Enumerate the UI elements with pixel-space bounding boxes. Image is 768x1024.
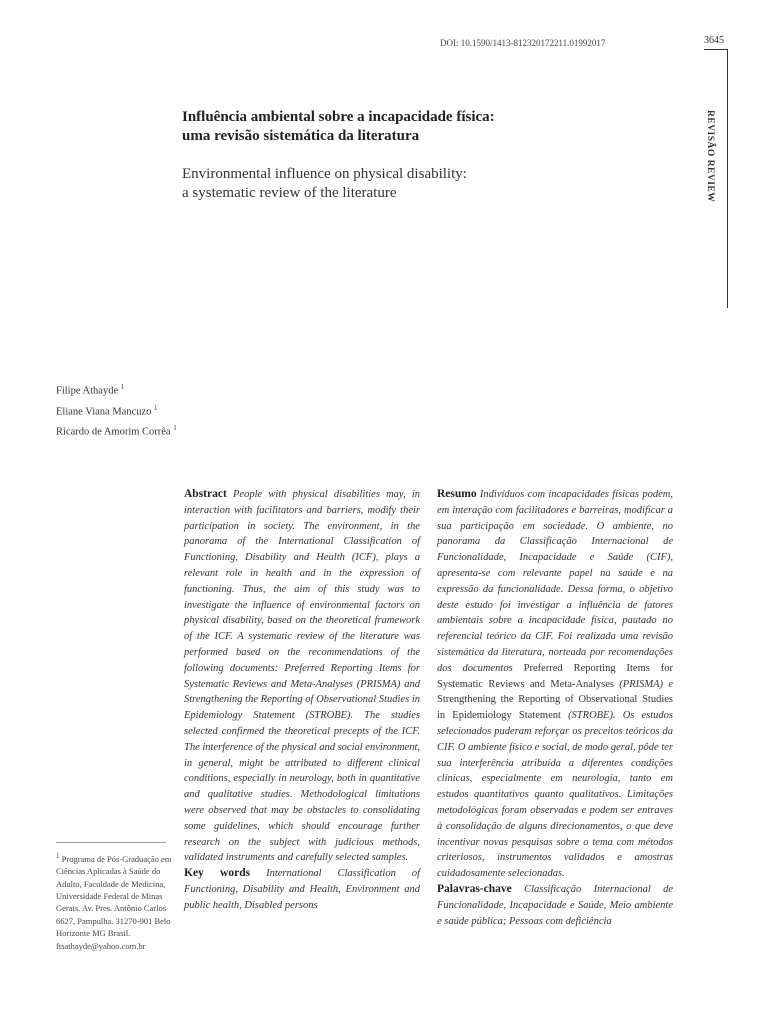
resumo-label: Resumo (437, 488, 477, 500)
abstract-text: People with physical disabilities may, in interaction with facilitators and barriers, modify their participation in society. The environment, in the panorama of the International Classification of Functioning, Disability and Health (ICF), plays a relevant role in health and in the expression of functioning. Thus, the aim of this study was to investigate the influence of environmental factors on physical disability, based on the theoretical framework of the ICF. A systematic review of the literature was performed based on the recommendations of the following documents: Preferred Reporting Items for Systematic Reviews and Meta-Analyses (PRISMA) and Strengthening the Reporting of Observational Studies in Epidemiology Statement (STROBE). The studies selected confirmed the theoretical precepts of the ICF. The interference of the physical and social environment, in general, might be attributed to different clinical conditions, especially in neurology, both in quantitative and qualitative studies. Methodological limitations were observed that may be obstacles to consolidating some guidelines, which should encourage further research on the subject with judicious methods, validated instruments and carefully selected samples. (184, 489, 420, 864)
section-label: REVISÃO REVIEW (705, 110, 715, 203)
footnote-rule (56, 842, 166, 843)
author-list (56, 379, 177, 441)
resumo-text-1: Indivíduos com incapacidades físicas podem, em interação com facilitadores e barreiras, modificar a sua participação em sociedade. O ambiente, no panorama da Classificação Internacional de Funcionalidade, Incapacidade e Saúde (CIF), apresenta-se com relevante papel na saúde e na expressão da funcionalidade. Dessa forma, o objetivo deste estudo foi investigar a influência de fatores ambientais sobre a incapacidade física, pautado no referencial teórico da CIF. Foi realizada uma revisão sistemática da literatura, norteada por recomendações dos documentos (437, 489, 673, 674)
title-portuguese (182, 108, 662, 146)
resumo-text-4: Strengthening the Reporting of Observational Studies in Epidemiology Statement (437, 694, 673, 722)
resumo-text-5: (STROBE). Os estudos selecionados puderam reforçar os preceitos teóricos da CIF. O ambiente físico e social, de modo geral, pôde ter sua interferência atribuída a diferentes condições clínicas, especialmente em neurologia, tanto em estudos quantitativos quanto qualitativos. Limitações metodológicas foram observadas e podem ser entraves à consolidação de alguns direcionamentos, o que deve incentivar novas pesquisas sobre o tema com métodos criteriosos, instrumentos validados e amostras cuidadosamente selecionadas. (437, 710, 674, 880)
resumo-text-2: Preferred Reporting Items for Systematic Reviews and Meta-Analyses (437, 662, 674, 690)
affiliation-footnote: $^1$ Programa de Pós-Graduação em Ciências Aplicadas à Saúde do Adulto, Faculdade de Medicina, Universidade Federal de Minas Gerais. Av. Pres. Antônio Carlos 6627, Pampulha. 31270-901 Belo Horizonte MG Brasil. ftsathayde@yahoo.com.br (56, 852, 172, 951)
footnote-email: ftsathayde@yahoo.com.br (56, 940, 146, 951)
keywords-text: International Classification of Functioning, Disability and Health, Environment and public health, Disabled persons (184, 868, 420, 911)
author: Eliane Viana Mancuzo $^1$ (56, 403, 158, 417)
author: Ricardo de Amorim Corrêa $^1$ (56, 424, 177, 438)
title-english (182, 165, 662, 203)
header-rule (704, 49, 728, 50)
footnote-text: Programa de Pós-Graduação em Ciências Aplicadas à Saúde do Adulto, Faculdade de Medicina, Universidade Federal de Minas Gerais. Av. Pres. Antônio Carlos 6627, Pampulha. 31270-901 Belo Horizonte MG Brasil. (56, 853, 172, 939)
abstract-english (184, 487, 420, 914)
keywords-label: Key words (184, 867, 251, 880)
title-portuguese-line1: Influência ambiental sobre a incapacidade física: (182, 109, 495, 125)
resumo-text-3: (PRISMA) e (619, 678, 673, 690)
palavras-chave-label: Palavras-chave (437, 882, 512, 895)
palavras-chave-text: Classificação Internacional de Funcionalidade, Incapacidade e Saúde, Meio ambiente e saúde pública; Pessoas com deficiência (437, 883, 673, 927)
page-number: 3645 (704, 35, 724, 46)
title-english-line1: Environmental influence on physical disability: (182, 166, 467, 182)
title-portuguese-line2: uma revisão sistemática da literatura (182, 128, 420, 144)
doi-text: DOI: 10.1590/1413-812320172211.01992017 (440, 38, 606, 48)
abstract-label: Abstract (184, 488, 227, 500)
abstract-portuguese (437, 487, 673, 929)
author: Filipe Athayde $^1$ (56, 383, 125, 397)
title-english-line2: a systematic review of the literature (182, 185, 397, 201)
